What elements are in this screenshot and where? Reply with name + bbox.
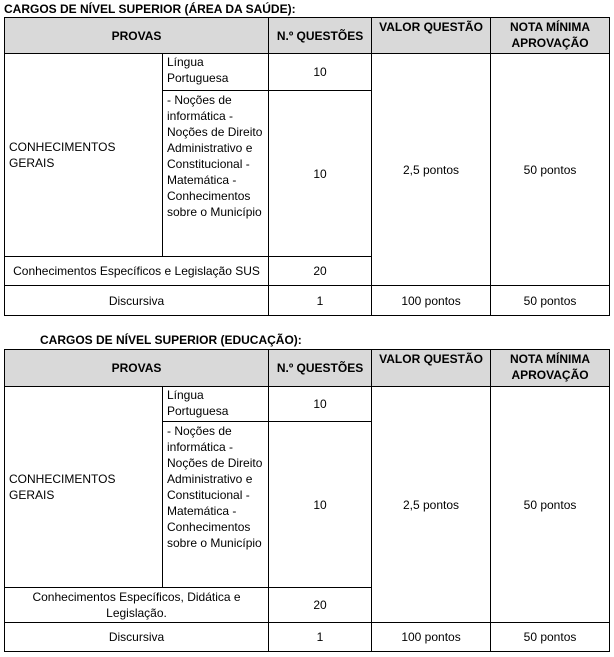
header-row <box>5 18 610 54</box>
min-score: 50 pontos <box>491 286 610 316</box>
min-score: 50 pontos <box>491 623 610 652</box>
subject-label: - Noções de informática - Noções de Direito Administrativo e Constitucional - Matemática - Conhecimentos sobre o Município <box>163 422 269 588</box>
table-row <box>5 286 610 316</box>
subject-label: Língua Portuguesa <box>163 54 269 91</box>
header-questoes: N.º QUESTÕES <box>269 350 372 387</box>
table-row <box>5 54 610 91</box>
question-count: 1 <box>269 286 372 316</box>
question-value: 2,5 pontos <box>372 54 491 286</box>
specific-label: Conhecimentos Específicos e Legislação SUS <box>5 257 269 286</box>
question-count: 1 <box>269 623 372 652</box>
min-score: 50 pontos <box>491 54 610 286</box>
table-row <box>5 387 610 422</box>
question-count: 10 <box>269 54 372 91</box>
header-questoes: N.º QUESTÕES <box>269 18 372 54</box>
header-nota: NOTA MÍNIMA APROVAÇÃO <box>491 18 610 54</box>
header-row <box>5 350 610 387</box>
discursive-label: Discursiva <box>5 623 269 652</box>
subject-label: Língua Portuguesa <box>163 387 269 422</box>
header-nota: NOTA MÍNIMA APROVAÇÃO <box>491 350 610 387</box>
question-count: 10 <box>269 387 372 422</box>
question-count: 10 <box>269 91 372 257</box>
group-label: CONHECIMENTOS GERAIS <box>5 54 163 257</box>
question-count: 10 <box>269 422 372 588</box>
section-title-saude: CARGOS DE NÍVEL SUPERIOR (ÁREA DA SAÚDE): <box>4 2 296 16</box>
table-row <box>5 623 610 652</box>
header-valor: VALOR QUESTÃO <box>372 18 491 54</box>
exam-table-saude <box>4 17 610 316</box>
header-provas: PROVAS <box>5 350 269 387</box>
section-title-educacao: CARGOS DE NÍVEL SUPERIOR (EDUCAÇÃO): <box>40 333 302 347</box>
question-value: 100 pontos <box>372 623 491 652</box>
question-count: 20 <box>269 588 372 623</box>
discursive-label: Discursiva <box>5 286 269 316</box>
subject-label: - Noções de informática - Noções de Direito Administrativo e Constitucional - Matemática - Conhecimentos sobre o Município <box>163 91 269 257</box>
group-label: CONHECIMENTOS GERAIS <box>5 387 163 588</box>
question-value: 100 pontos <box>372 286 491 316</box>
question-count: 20 <box>269 257 372 286</box>
exam-table-educacao <box>4 349 610 652</box>
header-valor: VALOR QUESTÃO <box>372 350 491 387</box>
min-score: 50 pontos <box>491 387 610 623</box>
header-provas: PROVAS <box>5 18 269 54</box>
specific-label: Conhecimentos Específicos, Didática e Legislação. <box>5 588 269 623</box>
question-value: 2,5 pontos <box>372 387 491 623</box>
